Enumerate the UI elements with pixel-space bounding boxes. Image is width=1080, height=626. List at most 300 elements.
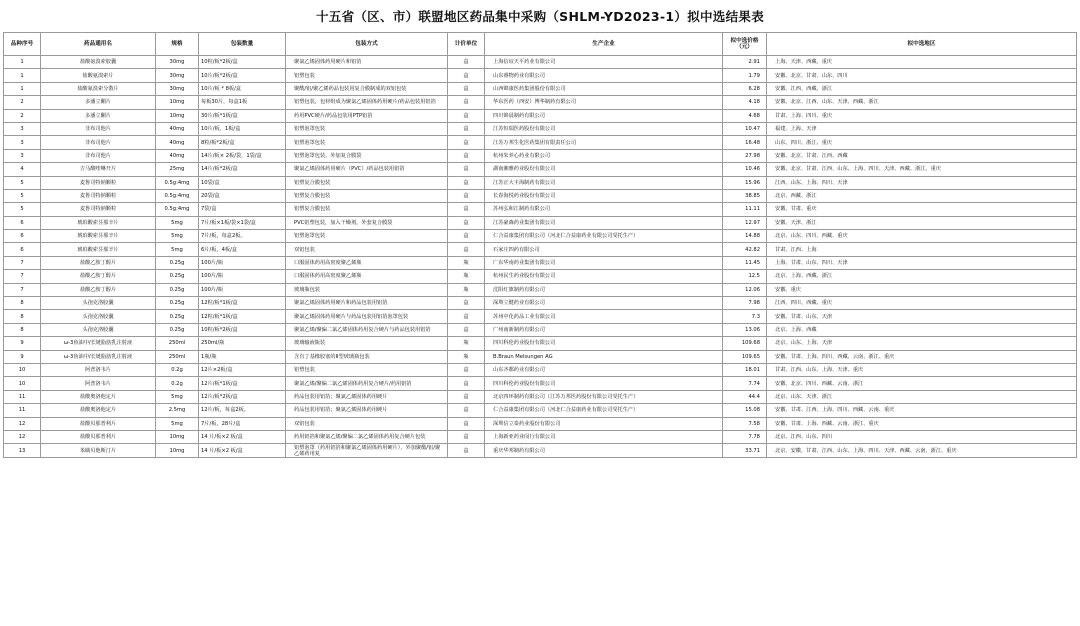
cell-pack-method: 铝塑泡罩包装，外加复合膜袋 bbox=[286, 149, 448, 162]
cell-manufacturer: 重庆华邦制药有限公司 bbox=[485, 444, 723, 457]
table-row bbox=[4, 310, 1077, 323]
cell-pack-method: 铝塑泡罩包装 bbox=[286, 230, 448, 243]
cell-regions: 北京、安徽、甘肃、江西、山东、上海、四川、天津、西藏、云南、浙江、重庆 bbox=[767, 444, 1077, 457]
cell-drug-name: 头孢克洛胶囊 bbox=[41, 310, 156, 323]
cell-price: 18.01 bbox=[723, 363, 767, 376]
cell-drug-name: 琥珀酸索芬那辛片 bbox=[41, 216, 156, 229]
cell-manufacturer: B.Braun Melsungen AG bbox=[485, 350, 723, 363]
cell-drug-name: 麦鲁司特钠颗粒 bbox=[41, 203, 156, 216]
cell-regions: 甘肃、江西、山东、上海、天津、重庆 bbox=[767, 363, 1077, 376]
cell-price: 7.78 bbox=[723, 430, 767, 443]
cell-manufacturer: 沈阳红旗制药有限公司 bbox=[485, 283, 723, 296]
cell-pack-qty: 12片×2板/盒 bbox=[199, 363, 286, 376]
cell-price: 44.4 bbox=[723, 390, 767, 403]
cell-pack-qty: 6片/板，4板/盒 bbox=[199, 243, 286, 256]
cell-spec: 0.25g bbox=[156, 297, 199, 310]
cell-price: 4.68 bbox=[723, 109, 767, 122]
cell-unit: 盒 bbox=[448, 203, 485, 216]
cell-price: 10.46 bbox=[723, 163, 767, 176]
table-row bbox=[4, 323, 1077, 336]
cell-pack-method: 含有丁基橡胶塞的II型玻璃瓶包装 bbox=[286, 350, 448, 363]
table-row bbox=[4, 350, 1077, 363]
cell-pack-qty: 10袋/盒 bbox=[199, 176, 286, 189]
cell-pack-method: 双铝包装 bbox=[286, 243, 448, 256]
cell-manufacturer: 四川科伦药业股份有限公司 bbox=[485, 337, 723, 350]
cell-pack-qty: 1瓶/瓶 bbox=[199, 350, 286, 363]
cell-drug-name: 琥珀酸索芬那辛片 bbox=[41, 243, 156, 256]
cell-unit: 瓶 bbox=[448, 337, 485, 350]
cell-unit: 盒 bbox=[448, 176, 485, 189]
cell-pack-method: 铝塑复合膜包装 bbox=[286, 203, 448, 216]
cell-pack-method: 口服固体药用高密度聚乙烯瓶 bbox=[286, 270, 448, 283]
table-row bbox=[4, 297, 1077, 310]
table-row bbox=[4, 377, 1077, 390]
cell-item-no: 8 bbox=[4, 297, 41, 310]
cell-pack-method: 药品包装用铝箔；聚氯乙烯固体药用硬片 bbox=[286, 404, 448, 417]
table-row bbox=[4, 430, 1077, 443]
cell-price: 6.28 bbox=[723, 82, 767, 95]
table-row bbox=[4, 109, 1077, 122]
cell-item-no: 7 bbox=[4, 270, 41, 283]
cell-item-no: 10 bbox=[4, 363, 41, 376]
cell-pack-method: 铝塑包装 bbox=[286, 69, 448, 82]
cell-price: 13.06 bbox=[723, 323, 767, 336]
cell-unit: 盒 bbox=[448, 136, 485, 149]
cell-unit: 瓶 bbox=[448, 283, 485, 296]
cell-drug-name: 阿普洛韦片 bbox=[41, 363, 156, 376]
cell-regions: 安徽、北京、四川、西藏、云南、浙江 bbox=[767, 377, 1077, 390]
cell-item-no: 3 bbox=[4, 122, 41, 135]
cell-drug-name: 盐酸氨溴索分散片 bbox=[41, 82, 156, 95]
cell-spec: 250ml bbox=[156, 350, 199, 363]
cell-pack-method: 聚氯乙烯固体药用硬片与药品包装用铝箔泡罩包装 bbox=[286, 310, 448, 323]
cell-manufacturer: 广东华南药业集团有限公司 bbox=[485, 256, 723, 269]
cell-item-no: 12 bbox=[4, 430, 41, 443]
table-row bbox=[4, 230, 1077, 243]
cell-pack-qty: 7片/板，28片/盒 bbox=[199, 417, 286, 430]
cell-unit: 盒 bbox=[448, 122, 485, 135]
cell-manufacturer: 华东医药（西安）博华制药有限公司 bbox=[485, 96, 723, 109]
cell-item-no: 5 bbox=[4, 176, 41, 189]
cell-price: 42.82 bbox=[723, 243, 767, 256]
cell-spec: 40mg bbox=[156, 122, 199, 135]
cell-pack-qty: 12粒/板*1板/盒 bbox=[199, 310, 286, 323]
cell-unit: 盒 bbox=[448, 377, 485, 390]
cell-item-no: 6 bbox=[4, 230, 41, 243]
cell-pack-method: 双铝包装 bbox=[286, 417, 448, 430]
col-header-regions: 拟中选地区 bbox=[767, 33, 1077, 56]
cell-manufacturer: 石家庄四药有限公司 bbox=[485, 243, 723, 256]
cell-drug-name: 阿普洛韦片 bbox=[41, 377, 156, 390]
cell-pack-qty: 250ml/瓶 bbox=[199, 337, 286, 350]
cell-unit: 瓶 bbox=[448, 256, 485, 269]
cell-pack-qty: 10粒/板*2板/盒 bbox=[199, 56, 286, 69]
cell-manufacturer: 深圳信立泰药业股份有限公司 bbox=[485, 417, 723, 430]
cell-regions: 福建、上海、天津 bbox=[767, 122, 1077, 135]
cell-regions: 北京、山东、四川、西藏、重庆 bbox=[767, 230, 1077, 243]
cell-drug-name: 非布司他片 bbox=[41, 122, 156, 135]
cell-regions: 安徽、甘肃、江西、上海、四川、西藏、云南、重庆 bbox=[767, 404, 1077, 417]
cell-regions: 安徽、甘肃、上海、西藏、云南、浙江、重庆 bbox=[767, 417, 1077, 430]
cell-price: 109.68 bbox=[723, 337, 767, 350]
cell-regions: 北京、山东、天津、浙江 bbox=[767, 390, 1077, 403]
cell-price: 7.58 bbox=[723, 417, 767, 430]
cell-unit: 盒 bbox=[448, 243, 485, 256]
cell-price: 7.74 bbox=[723, 377, 767, 390]
table-body bbox=[4, 56, 1077, 458]
cell-unit: 盒 bbox=[448, 109, 485, 122]
document-title: 十五省（区、市）联盟地区药品集中采购（SHLM-YD2023-1）拟中选结果表 bbox=[315, 9, 765, 24]
cell-manufacturer: 四川锦晨制药有限公司 bbox=[485, 109, 723, 122]
cell-spec: 40mg bbox=[156, 136, 199, 149]
cell-regions: 北京、江西、山东、四川 bbox=[767, 430, 1077, 443]
cell-item-no: 2 bbox=[4, 109, 41, 122]
col-header-drug-name: 药品通用名 bbox=[41, 33, 156, 56]
cell-regions: 安徽、天津、浙江 bbox=[767, 216, 1077, 229]
cell-manufacturer: 江苏恒瑞医药股份有限公司 bbox=[485, 122, 723, 135]
cell-spec: 0.2g bbox=[156, 363, 199, 376]
cell-spec: 5mg bbox=[156, 417, 199, 430]
cell-manufacturer: 苏州弘和江制药有限公司 bbox=[485, 203, 723, 216]
cell-pack-qty: 14片/板*2板/盒 bbox=[199, 163, 286, 176]
cell-regions: 安徽、江西、西藏、浙江 bbox=[767, 82, 1077, 95]
cell-drug-name: 盐酸贝那普利片 bbox=[41, 430, 156, 443]
cell-regions: 安徽、北京、甘肃、江西、山东、上海、四川、天津、西藏、浙江、重庆 bbox=[767, 163, 1077, 176]
cell-pack-qty: 7袋/盒 bbox=[199, 203, 286, 216]
cell-pack-qty: 14 片/板×2 板/盒 bbox=[199, 444, 286, 457]
cell-manufacturer: 上海信谊天平药业有限公司 bbox=[485, 56, 723, 69]
cell-pack-qty: 12片/板*1板/盒 bbox=[199, 377, 286, 390]
cell-pack-qty: 30片/板*1板/盒 bbox=[199, 109, 286, 122]
cell-price: 12.97 bbox=[723, 216, 767, 229]
table-row bbox=[4, 404, 1077, 417]
cell-manufacturer: 江苏豪森药业集团有限公司 bbox=[485, 216, 723, 229]
cell-spec: 30mg bbox=[156, 56, 199, 69]
cell-drug-name: 盐酸氨溴索胶囊 bbox=[41, 56, 156, 69]
cell-spec: 5mg bbox=[156, 390, 199, 403]
cell-drug-name: 多潘立酮片 bbox=[41, 109, 156, 122]
cell-pack-qty: 12粒/板*1板/盒 bbox=[199, 297, 286, 310]
cell-pack-qty: 10片/板*2板/盒 bbox=[199, 69, 286, 82]
cell-price: 14.88 bbox=[723, 230, 767, 243]
table-row bbox=[4, 390, 1077, 403]
cell-regions: 安徽、甘肃、重庆 bbox=[767, 203, 1077, 216]
cell-pack-method: 玻璃瓶包装 bbox=[286, 283, 448, 296]
cell-drug-name: 非布司他片 bbox=[41, 136, 156, 149]
cell-price: 12.06 bbox=[723, 283, 767, 296]
cell-drug-name: 头孢克洛胶囊 bbox=[41, 323, 156, 336]
cell-manufacturer: 山东齐都药业有限公司 bbox=[485, 363, 723, 376]
cell-spec: 0.2g bbox=[156, 377, 199, 390]
table-row bbox=[4, 136, 1077, 149]
cell-pack-method: 铝塑包装 bbox=[286, 363, 448, 376]
cell-price: 15.96 bbox=[723, 176, 767, 189]
cell-pack-method: 铝塑泡罩包装 bbox=[286, 136, 448, 149]
cell-drug-name: 盐酸氨溴索片 bbox=[41, 69, 156, 82]
result-table bbox=[3, 32, 1077, 458]
cell-price: 1.79 bbox=[723, 69, 767, 82]
cell-regions: 山东、四川、浙江、重庆 bbox=[767, 136, 1077, 149]
cell-manufacturer: 杭州民生药业股份有限公司 bbox=[485, 270, 723, 283]
cell-item-no: 8 bbox=[4, 323, 41, 336]
table-row bbox=[4, 363, 1077, 376]
cell-pack-method: 聚氯乙烯固体药用硬片和铝箔 bbox=[286, 56, 448, 69]
cell-pack-method: 铝塑复合膜包装 bbox=[286, 189, 448, 202]
cell-unit: 盒 bbox=[448, 96, 485, 109]
cell-regions: 安徽、甘肃、山东、天津 bbox=[767, 310, 1077, 323]
cell-item-no: 11 bbox=[4, 404, 41, 417]
cell-item-no: 6 bbox=[4, 216, 41, 229]
cell-spec: 250ml bbox=[156, 337, 199, 350]
cell-regions: 北京、上海、西藏 bbox=[767, 323, 1077, 336]
cell-pack-qty: 7片/板×1板/袋×1袋/盒 bbox=[199, 216, 286, 229]
col-header-manufacturer: 生产企业 bbox=[485, 33, 723, 56]
table-row bbox=[4, 176, 1077, 189]
cell-item-no: 10 bbox=[4, 377, 41, 390]
table-row bbox=[4, 149, 1077, 162]
table-row bbox=[4, 122, 1077, 135]
cell-price: 11.11 bbox=[723, 203, 767, 216]
col-header-item-no: 品种序号 bbox=[4, 33, 41, 56]
col-header-pack-qty: 包装数量 bbox=[199, 33, 286, 56]
table-row bbox=[4, 270, 1077, 283]
cell-manufacturer: 广州南新制药有限公司 bbox=[485, 323, 723, 336]
cell-unit: 盒 bbox=[448, 323, 485, 336]
cell-manufacturer: 长春海悦药业股份有限公司 bbox=[485, 189, 723, 202]
cell-unit: 盒 bbox=[448, 390, 485, 403]
cell-pack-qty: 12片/板，每盒2板。 bbox=[199, 404, 286, 417]
cell-price: 15.08 bbox=[723, 404, 767, 417]
cell-pack-qty: 100片/瓶 bbox=[199, 283, 286, 296]
cell-pack-method: PVC铝塑包装，加入干燥剂，外套复合膜袋 bbox=[286, 216, 448, 229]
cell-manufacturer: 上海新亚药业闵行有限公司 bbox=[485, 430, 723, 443]
cell-manufacturer: 深圳立健药业有限公司 bbox=[485, 297, 723, 310]
cell-pack-method: 口服固体药用高密度聚乙烯瓶 bbox=[286, 256, 448, 269]
cell-unit: 盒 bbox=[448, 69, 485, 82]
cell-item-no: 5 bbox=[4, 203, 41, 216]
cell-manufacturer: 江苏正大丰海制药有限公司 bbox=[485, 176, 723, 189]
cell-drug-name: 盐酸乙胺丁醇片 bbox=[41, 270, 156, 283]
cell-drug-name: 盐酸奥洛他定片 bbox=[41, 390, 156, 403]
cell-pack-method: 铝塑泡罩包装 bbox=[286, 122, 448, 135]
cell-unit: 盒 bbox=[448, 310, 485, 323]
cell-unit: 盒 bbox=[448, 163, 485, 176]
cell-unit: 盒 bbox=[448, 363, 485, 376]
col-header-spec: 规格 bbox=[156, 33, 199, 56]
cell-regions: 北京、上海、西藏、浙江 bbox=[767, 270, 1077, 283]
cell-manufacturer: 仁合益康集团有限公司（河北仁合益康药业有限公司受托生产） bbox=[485, 404, 723, 417]
cell-item-no: 3 bbox=[4, 136, 41, 149]
cell-drug-name: ω-3鱼油中/长链脂肪乳注射液 bbox=[41, 350, 156, 363]
cell-drug-name: 麦鲁司特钠颗粒 bbox=[41, 176, 156, 189]
cell-item-no: 1 bbox=[4, 82, 41, 95]
cell-spec: 10mg bbox=[156, 109, 199, 122]
cell-spec: 5mg bbox=[156, 243, 199, 256]
table-row bbox=[4, 82, 1077, 95]
cell-price: 33.71 bbox=[723, 444, 767, 457]
cell-spec: 25mg bbox=[156, 163, 199, 176]
cell-spec: 0.5g:4mg bbox=[156, 189, 199, 202]
cell-manufacturer: 苏州中化药品工业有限公司 bbox=[485, 310, 723, 323]
cell-pack-qty: 20袋/盒 bbox=[199, 189, 286, 202]
cell-pack-method: 聚氯乙烯/聚偏二氯乙烯固体药用复合硬片与药品包装用铝箔 bbox=[286, 323, 448, 336]
table-row bbox=[4, 203, 1077, 216]
cell-item-no: 7 bbox=[4, 256, 41, 269]
cell-item-no: 13 bbox=[4, 444, 41, 457]
cell-unit: 盒 bbox=[448, 230, 485, 243]
cell-price: 11.45 bbox=[723, 256, 767, 269]
cell-pack-method: 聚氯乙烯/聚偏二氯乙烯固体药用复合硬片/药用铝箔 bbox=[286, 377, 448, 390]
cell-price: 10.47 bbox=[723, 122, 767, 135]
cell-price: 2.91 bbox=[723, 56, 767, 69]
cell-price: 12.5 bbox=[723, 270, 767, 283]
table-row bbox=[4, 444, 1077, 457]
cell-unit: 盒 bbox=[448, 444, 485, 457]
cell-item-no: 1 bbox=[4, 56, 41, 69]
cell-item-no: 6 bbox=[4, 243, 41, 256]
cell-drug-name: 盐酸奥洛他定片 bbox=[41, 404, 156, 417]
cell-drug-name: 琥珀酸索芬那辛片 bbox=[41, 230, 156, 243]
cell-regions: 江西、山东、上海、四川、天津 bbox=[767, 176, 1077, 189]
cell-price: 7.3 bbox=[723, 310, 767, 323]
cell-item-no: 7 bbox=[4, 283, 41, 296]
cell-pack-qty: 14片/板× 2板/袋，1袋/盒 bbox=[199, 149, 286, 162]
cell-pack-method: 药品包装用铝箔；聚氯乙烯固体药用硬片 bbox=[286, 390, 448, 403]
table-row bbox=[4, 283, 1077, 296]
table-row bbox=[4, 243, 1077, 256]
cell-spec: 2.5mg bbox=[156, 404, 199, 417]
cell-unit: 盒 bbox=[448, 216, 485, 229]
table-row bbox=[4, 56, 1077, 69]
cell-pack-method: 聚氯乙烯固体药用硬片（PVC）/药品包装用铝箔 bbox=[286, 163, 448, 176]
cell-pack-qty: 100片/瓶 bbox=[199, 256, 286, 269]
cell-pack-qty: 100片/瓶 bbox=[199, 270, 286, 283]
cell-pack-method: 玻璃输液瓶装 bbox=[286, 337, 448, 350]
cell-spec: 40mg bbox=[156, 149, 199, 162]
cell-pack-qty: 14 片/板×2 板/盒 bbox=[199, 430, 286, 443]
cell-unit: 盒 bbox=[448, 430, 485, 443]
cell-spec: 30mg bbox=[156, 69, 199, 82]
cell-manufacturer: 杭州朱养心药业有限公司 bbox=[485, 149, 723, 162]
cell-pack-method: 药用PVC硬片/药品包装用PTP铝箔 bbox=[286, 109, 448, 122]
table-header-row bbox=[4, 33, 1077, 56]
cell-pack-method: 铝塑复合膜包装 bbox=[286, 176, 448, 189]
cell-pack-qty: 7片/板，每盒2板。 bbox=[199, 230, 286, 243]
cell-drug-name: 麦鲁司特钠颗粒 bbox=[41, 189, 156, 202]
cell-drug-name: 头孢克洛胶囊 bbox=[41, 297, 156, 310]
cell-unit: 盒 bbox=[448, 404, 485, 417]
cell-manufacturer: 山西锦康医药集团股份有限公司 bbox=[485, 82, 723, 95]
cell-regions: 安徽、重庆 bbox=[767, 283, 1077, 296]
cell-drug-name: 吉马酸喹啉开片 bbox=[41, 163, 156, 176]
cell-item-no: 1 bbox=[4, 69, 41, 82]
cell-unit: 盒 bbox=[448, 82, 485, 95]
cell-item-no: 9 bbox=[4, 350, 41, 363]
cell-item-no: 11 bbox=[4, 390, 41, 403]
cell-regions: 甘肃、上海、四川、重庆 bbox=[767, 109, 1077, 122]
cell-pack-qty: 8粒/板*2板/盒 bbox=[199, 136, 286, 149]
cell-regions: 安徽、北京、甘肃、江西、西藏 bbox=[767, 149, 1077, 162]
cell-pack-qty: 10片/板 * 8板/盒 bbox=[199, 82, 286, 95]
cell-manufacturer: 湖南湘雅药业股份有限公司 bbox=[485, 163, 723, 176]
cell-spec: 5mg bbox=[156, 230, 199, 243]
cell-pack-method: 铝塑泡罩（药用铝箔和聚氯乙烯固体药用硬片），外加聚酯/铝/聚乙烯药用复 bbox=[286, 444, 448, 457]
cell-unit: 盒 bbox=[448, 297, 485, 310]
cell-unit: 盒 bbox=[448, 189, 485, 202]
cell-regions: 江西、四川、西藏、重庆 bbox=[767, 297, 1077, 310]
cell-item-no: 5 bbox=[4, 189, 41, 202]
cell-spec: 10mg bbox=[156, 96, 199, 109]
cell-price: 109.65 bbox=[723, 350, 767, 363]
cell-drug-name: ω-3鱼油中/长链脂肪乳注射液 bbox=[41, 337, 156, 350]
cell-spec: 10mg bbox=[156, 444, 199, 457]
cell-pack-method: 药用铝箔和聚氯乙烯/聚偏二氯乙烯固体药用复合硬片包装 bbox=[286, 430, 448, 443]
cell-drug-name: 苯磺贝他斯汀片 bbox=[41, 444, 156, 457]
cell-spec: 0.25g bbox=[156, 270, 199, 283]
cell-item-no: 8 bbox=[4, 310, 41, 323]
cell-unit: 盒 bbox=[448, 149, 485, 162]
cell-drug-name: 盐酸贝那普利片 bbox=[41, 417, 156, 430]
cell-item-no: 3 bbox=[4, 149, 41, 162]
cell-drug-name: 非布司他片 bbox=[41, 149, 156, 162]
cell-regions: 上海、甘肃、山东、四川、天津 bbox=[767, 256, 1077, 269]
cell-spec: 0.25g bbox=[156, 323, 199, 336]
table-row bbox=[4, 189, 1077, 202]
table-row bbox=[4, 96, 1077, 109]
cell-spec: 0.5g:4mg bbox=[156, 176, 199, 189]
cell-unit: 盒 bbox=[448, 56, 485, 69]
cell-unit: 瓶 bbox=[448, 350, 485, 363]
cell-price: 38.85 bbox=[723, 189, 767, 202]
cell-regions: 北京、山东、上海、天津 bbox=[767, 337, 1077, 350]
cell-drug-name: 盐酸乙胺丁醇片 bbox=[41, 283, 156, 296]
cell-spec: 30mg bbox=[156, 82, 199, 95]
cell-price: 16.48 bbox=[723, 136, 767, 149]
cell-unit: 盒 bbox=[448, 417, 485, 430]
table-row bbox=[4, 216, 1077, 229]
cell-price: 7.98 bbox=[723, 297, 767, 310]
cell-pack-method: 铝塑包装，包材组成为聚氯乙烯固体药用硬片/药品包装用铝箔 bbox=[286, 96, 448, 109]
cell-pack-method: 聚酰/铝/聚乙烯药品包装用复合膜制成的双铝包装 bbox=[286, 82, 448, 95]
table-row bbox=[4, 256, 1077, 269]
cell-price: 27.98 bbox=[723, 149, 767, 162]
cell-spec: 0.25g bbox=[156, 310, 199, 323]
cell-item-no: 12 bbox=[4, 417, 41, 430]
cell-item-no: 4 bbox=[4, 163, 41, 176]
table-row bbox=[4, 69, 1077, 82]
cell-regions: 安徽、北京、甘肃、山东、四川 bbox=[767, 69, 1077, 82]
cell-spec: 5mg bbox=[156, 216, 199, 229]
cell-pack-qty: 每板30片，每盒1板 bbox=[199, 96, 286, 109]
cell-spec: 0.25g bbox=[156, 256, 199, 269]
cell-pack-qty: 12片/板*2板/盒 bbox=[199, 390, 286, 403]
cell-pack-qty: 10粒/板*2板/盒 bbox=[199, 323, 286, 336]
cell-item-no: 9 bbox=[4, 337, 41, 350]
col-header-unit: 计价单位 bbox=[448, 33, 485, 56]
cell-regions: 安徽、甘肃、上海、四川、西藏、云南、浙江、重庆 bbox=[767, 350, 1077, 363]
cell-regions: 上海、天津、西藏、重庆 bbox=[767, 56, 1077, 69]
cell-pack-qty: 10片/板，1板/盒 bbox=[199, 122, 286, 135]
table-row bbox=[4, 163, 1077, 176]
cell-regions: 甘肃、江西、上海 bbox=[767, 243, 1077, 256]
cell-manufacturer: 山东睿物药业有限公司 bbox=[485, 69, 723, 82]
cell-unit: 瓶 bbox=[448, 270, 485, 283]
cell-spec: 10mg bbox=[156, 430, 199, 443]
cell-manufacturer: 北京四环制药有限公司（江苏万邦医药股份有限公司受托生产） bbox=[485, 390, 723, 403]
cell-manufacturer: 仁合益康集团有限公司（河北仁合益康药业有限公司受托生产） bbox=[485, 230, 723, 243]
cell-price: 4.18 bbox=[723, 96, 767, 109]
col-header-pack-method: 包装方式 bbox=[286, 33, 448, 56]
